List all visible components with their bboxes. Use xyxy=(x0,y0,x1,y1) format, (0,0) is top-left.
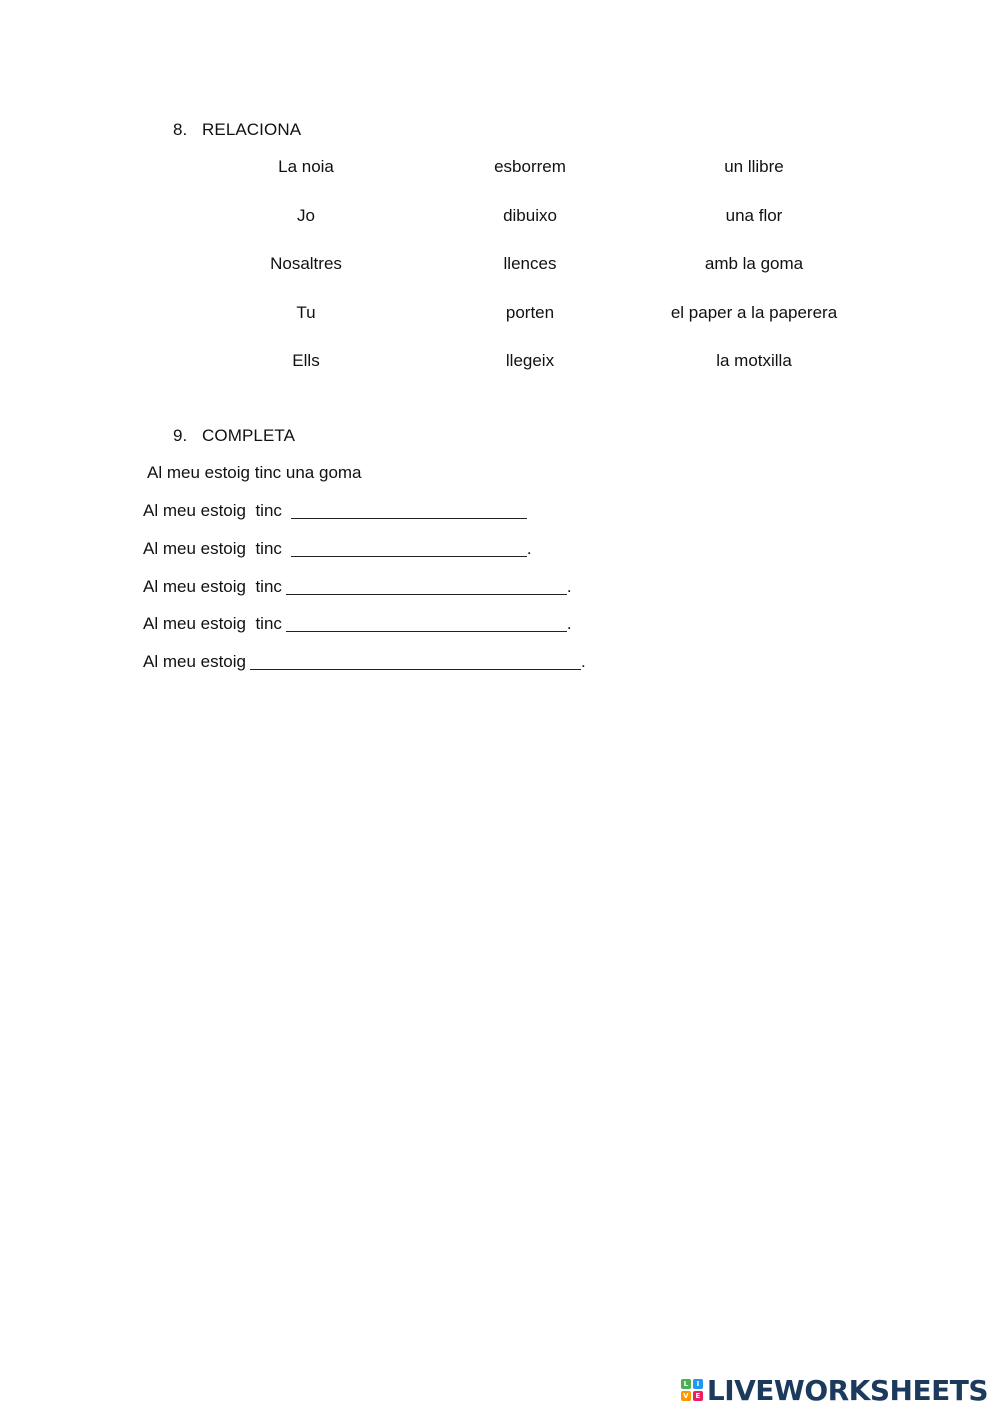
relate-object[interactable]: el paper a la paperera xyxy=(670,302,838,322)
relate-row xyxy=(194,351,866,400)
complete-line xyxy=(143,501,586,539)
complete-example-sentence: Al meu estoig tinc una goma xyxy=(147,463,362,482)
relate-object[interactable]: amb la goma xyxy=(704,254,804,274)
relate-subject[interactable]: Ells xyxy=(292,351,320,371)
relate-verb[interactable]: esborrem xyxy=(494,157,566,176)
complete-line-prefix: Al meu estoig tinc xyxy=(143,576,282,596)
complete-line-suffix: . xyxy=(581,652,586,672)
relate-verb[interactable]: llegeix xyxy=(505,351,555,371)
complete-line xyxy=(143,614,586,652)
complete-line xyxy=(143,652,586,690)
relate-row xyxy=(194,254,866,303)
answer-blank[interactable] xyxy=(250,652,581,670)
relate-row xyxy=(194,303,866,352)
relate-row xyxy=(194,157,866,206)
logo-grid-icon xyxy=(681,1379,703,1401)
relate-row xyxy=(194,206,866,255)
complete-line-suffix: . xyxy=(566,614,572,634)
complete-line-prefix: Al meu estoig tinc xyxy=(143,614,282,634)
answer-blank[interactable] xyxy=(286,577,567,595)
complete-line-suffix: . xyxy=(526,538,532,558)
answer-blank[interactable] xyxy=(291,539,527,557)
relate-subject[interactable]: La noia xyxy=(278,157,334,176)
logo-text: LIVEWORKSHEETS xyxy=(706,1373,988,1407)
relate-object[interactable]: la motxilla xyxy=(716,351,792,371)
complete-line xyxy=(143,539,586,577)
answer-blank[interactable] xyxy=(286,614,567,632)
complete-list xyxy=(143,501,586,690)
logo-tile-l: L xyxy=(681,1379,691,1389)
section-8-heading xyxy=(173,120,301,140)
section-9-number: 9. xyxy=(173,426,188,445)
logo-tile-i: I xyxy=(693,1379,703,1389)
complete-line-suffix: . xyxy=(566,576,572,596)
section-9-title: COMPLETA xyxy=(202,426,296,445)
relate-verb[interactable]: dibuixo xyxy=(503,205,557,225)
section-8-number: 8. xyxy=(173,120,188,139)
liveworksheets-logo xyxy=(681,1374,988,1406)
logo-tile-e: E xyxy=(693,1391,703,1401)
section-9-heading xyxy=(173,426,295,446)
relate-grid xyxy=(194,157,866,400)
relate-subject[interactable]: Jo xyxy=(297,205,315,225)
relate-verb[interactable]: llences xyxy=(503,254,557,274)
relate-verb[interactable]: porten xyxy=(505,302,555,322)
relate-object[interactable]: un llibre xyxy=(724,157,784,176)
complete-line-prefix: Al meu estoig xyxy=(143,652,246,672)
relate-object[interactable]: una flor xyxy=(725,205,783,225)
complete-line-prefix: Al meu estoig tinc xyxy=(143,538,282,558)
complete-line-prefix: Al meu estoig tinc xyxy=(143,501,282,520)
logo-tile-v: V xyxy=(681,1391,691,1401)
answer-blank[interactable] xyxy=(291,501,527,519)
section-8-title: RELACIONA xyxy=(202,120,302,139)
complete-line xyxy=(143,577,586,615)
relate-subject[interactable]: Nosaltres xyxy=(270,254,342,274)
relate-subject[interactable]: Tu xyxy=(296,302,316,322)
